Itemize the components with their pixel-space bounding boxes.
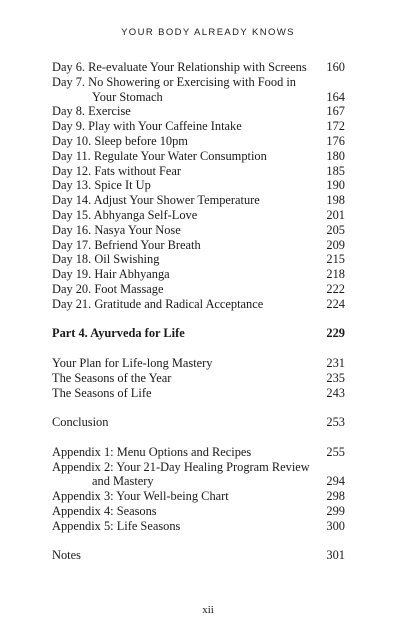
entry-page-number: 201 bbox=[326, 207, 345, 222]
entry-page-number: 299 bbox=[326, 503, 345, 518]
spacer bbox=[52, 400, 345, 415]
entry-page-number: 190 bbox=[326, 178, 345, 193]
entry-title: Day 17. Befriend Your Breath bbox=[52, 237, 201, 252]
toc-entry bbox=[52, 371, 345, 386]
toc-entry-conclusion bbox=[52, 415, 345, 430]
entry-title: Day 12. Fats without Fear bbox=[52, 163, 182, 178]
table-of-contents bbox=[52, 60, 345, 563]
entry-page-number: 218 bbox=[326, 267, 345, 282]
toc-entry bbox=[52, 252, 345, 267]
entry-title-continuation: Your Stomach bbox=[92, 89, 163, 104]
toc-entry bbox=[52, 356, 345, 371]
entry-title: Day 9. Play with Your Caffeine Intake bbox=[52, 119, 242, 134]
entry-page-number: 235 bbox=[326, 370, 345, 385]
toc-entry bbox=[52, 282, 345, 297]
toc-entry bbox=[52, 223, 345, 238]
entry-title: Day 6. Re-evaluate Your Relationship with Screens bbox=[52, 60, 307, 74]
entry-page-number: 176 bbox=[326, 133, 345, 148]
spacer bbox=[52, 341, 345, 356]
entry-title: Day 20. Foot Massage bbox=[52, 281, 164, 296]
toc-entry-line bbox=[52, 460, 345, 475]
entry-title: Day 13. Spice It Up bbox=[52, 178, 151, 193]
toc-entry bbox=[52, 90, 345, 105]
spacer bbox=[52, 430, 345, 445]
entry-page-number: 209 bbox=[326, 237, 345, 252]
entry-title: Day 8. Exercise bbox=[52, 104, 131, 119]
toc-entry-line bbox=[52, 75, 345, 90]
toc-entry-notes bbox=[52, 548, 345, 563]
toc-entry bbox=[52, 445, 345, 460]
entry-title: Day 16. Nasya Your Nose bbox=[52, 222, 181, 237]
entry-title: Appendix 3: Your Well-being Chart bbox=[52, 489, 229, 504]
entry-title: Day 19. Hair Abhyanga bbox=[52, 267, 170, 282]
toc-entry bbox=[52, 297, 345, 312]
entry-page-number: 294 bbox=[326, 474, 345, 489]
entry-page-number: 185 bbox=[326, 163, 345, 178]
part4-entries bbox=[52, 356, 345, 400]
toc-entry bbox=[52, 60, 345, 75]
entry-title: Day 14. Adjust Your Shower Temperature bbox=[52, 193, 260, 208]
entry-title: Day 21. Gratitude and Radical Acceptance bbox=[52, 296, 264, 311]
entry-title: Day 7. No Showering or Exercising with Food in bbox=[52, 74, 297, 89]
entry-title: Your Plan for Life-long Mastery bbox=[52, 355, 213, 370]
toc-entry bbox=[52, 164, 345, 179]
part-title: Part 4. Ayurveda for Life bbox=[52, 326, 185, 341]
entry-title: Day 11. Regulate Your Water Consumption bbox=[52, 148, 267, 163]
entry-page-number: 300 bbox=[326, 518, 345, 533]
toc-entry bbox=[52, 489, 345, 504]
toc-entry bbox=[52, 119, 345, 134]
toc-entry bbox=[52, 193, 345, 208]
spacer bbox=[52, 312, 345, 327]
entry-title: Day 15. Abhyanga Self-Love bbox=[52, 207, 198, 222]
entry-title: Day 10. Sleep before 10pm bbox=[52, 133, 188, 148]
entry-page-number: 205 bbox=[326, 222, 345, 237]
entry-title: Day 18. Oil Swishing bbox=[52, 252, 160, 267]
running-head: YOUR BODY ALREADY KNOWS bbox=[121, 27, 295, 38]
entry-page-number: 167 bbox=[326, 104, 345, 119]
entry-page-number: 298 bbox=[326, 489, 345, 504]
entry-page-number: 231 bbox=[326, 355, 345, 370]
entry-page-number: 164 bbox=[326, 89, 345, 104]
entry-page-number: 222 bbox=[326, 281, 345, 296]
entry-title-continuation: and Mastery bbox=[92, 474, 154, 489]
toc-entry bbox=[52, 267, 345, 282]
entry-title: Appendix 5: Life Seasons bbox=[52, 518, 181, 533]
toc-entry bbox=[52, 474, 345, 489]
entry-title: The Seasons of the Year bbox=[52, 370, 172, 385]
toc-entry bbox=[52, 386, 345, 401]
entry-page-number: 215 bbox=[326, 252, 345, 267]
entry-page-number: 180 bbox=[326, 148, 345, 163]
toc-entry bbox=[52, 208, 345, 223]
entry-page-number: 255 bbox=[326, 444, 345, 459]
entry-title: Notes bbox=[52, 548, 81, 563]
entry-page-number: 253 bbox=[326, 415, 345, 430]
entry-page-number: 160 bbox=[326, 60, 345, 74]
day-entries bbox=[52, 60, 345, 312]
toc-entry bbox=[52, 104, 345, 119]
spacer bbox=[52, 534, 345, 549]
appendix-entries bbox=[52, 445, 345, 534]
entry-title: Appendix 2: Your 21-Day Healing Program Review bbox=[52, 459, 310, 474]
toc-entry bbox=[52, 134, 345, 149]
toc-part-heading bbox=[52, 326, 345, 341]
entry-page-number: 224 bbox=[326, 296, 345, 311]
entry-page-number: 172 bbox=[326, 119, 345, 134]
entry-title: Appendix 1: Menu Options and Recipes bbox=[52, 444, 252, 459]
toc-entry bbox=[52, 238, 345, 253]
entry-page-number: 243 bbox=[326, 385, 345, 400]
toc-entry bbox=[52, 178, 345, 193]
entry-title: Conclusion bbox=[52, 415, 109, 430]
entry-title: Appendix 4: Seasons bbox=[52, 503, 157, 518]
entry-title: The Seasons of Life bbox=[52, 385, 152, 400]
page-folio: xii bbox=[202, 604, 214, 616]
toc-entry bbox=[52, 519, 345, 534]
toc-entry bbox=[52, 149, 345, 164]
entry-page-number: 198 bbox=[326, 193, 345, 208]
part-page-number: 229 bbox=[326, 326, 345, 341]
toc-entry bbox=[52, 504, 345, 519]
entry-page-number: 301 bbox=[326, 548, 345, 563]
